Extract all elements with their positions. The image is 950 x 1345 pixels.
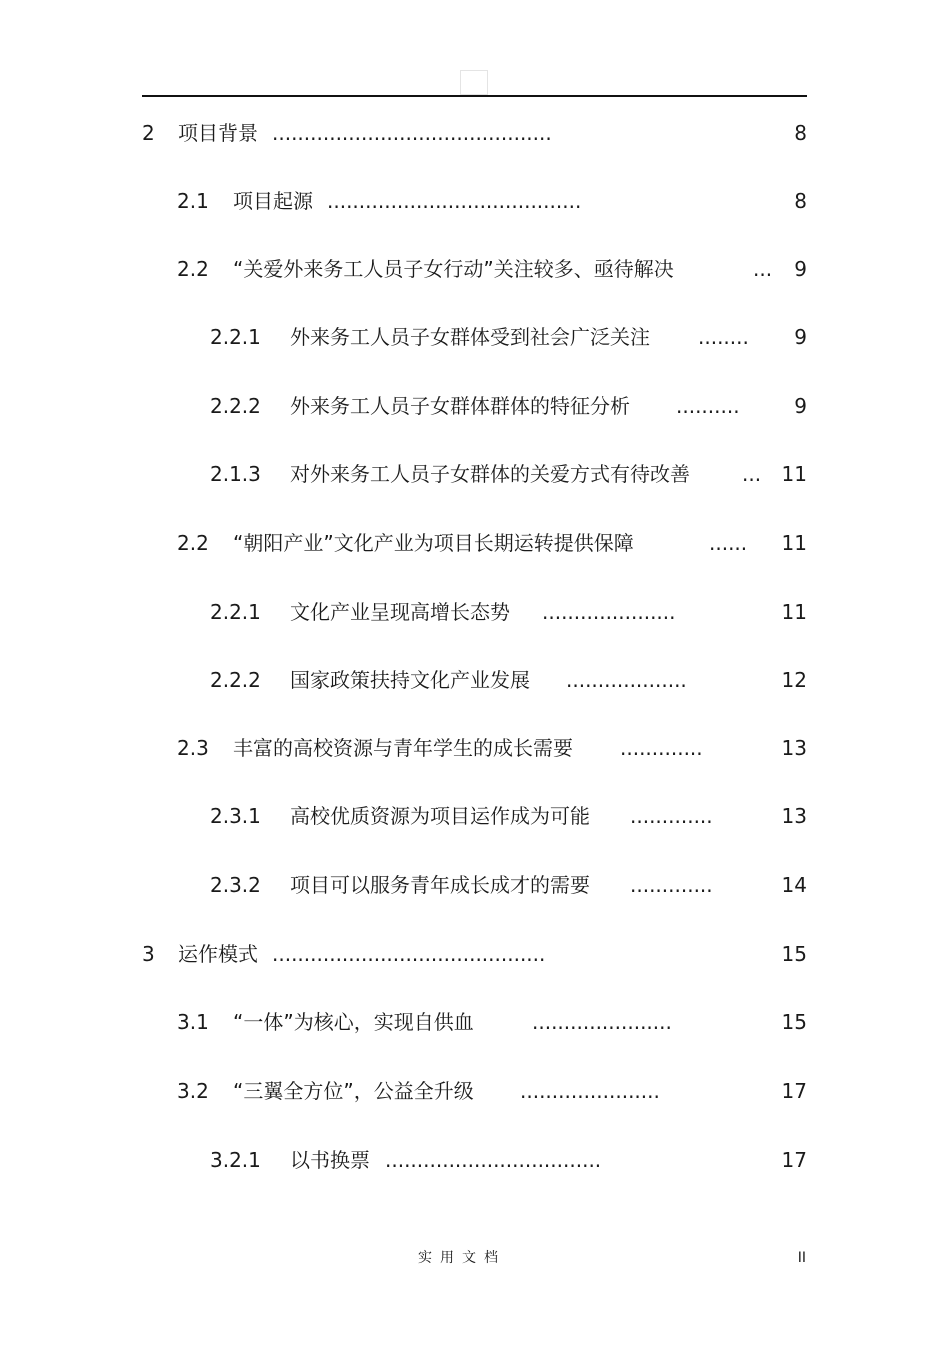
toc-entry-2-3-1[interactable] (210, 801, 807, 831)
toc-page-number: 9 (794, 325, 807, 349)
toc-page-number: 11 (781, 531, 807, 555)
toc-page-number: 13 (781, 736, 807, 760)
toc-title: 高校优质资源为项目运作成为可能 (290, 804, 590, 828)
toc-number: 2.2.1 (210, 600, 261, 624)
toc-title: 外来务工人员子女群体群体的特征分析 (290, 394, 630, 418)
toc-entry-2-1-3[interactable] (210, 459, 807, 489)
toc-entry-2-2-b[interactable] (177, 528, 807, 558)
toc-entry-2-2-2-a[interactable] (210, 391, 807, 421)
toc-leader-dots: ............. (630, 804, 713, 828)
toc-entry-2-2-1-a[interactable] (210, 322, 807, 352)
toc-page-number: 13 (781, 804, 807, 828)
toc-leader-dots: ........................................ (327, 189, 582, 213)
toc-page-number: 11 (781, 600, 807, 624)
toc-title: 国家政策扶持文化产业发展 (290, 668, 530, 692)
footer-page-number: II (797, 1250, 806, 1266)
toc-number: 3.2.1 (210, 1148, 261, 1172)
toc-title: 外来务工人员子女群体受到社会广泛关注 (290, 325, 650, 349)
toc-page-number: 9 (794, 394, 807, 418)
toc-leader-dots: ........................................... (272, 942, 546, 966)
toc-number: 2.2.2 (210, 668, 261, 692)
toc-title: 丰富的高校资源与青年学生的成长需要 (233, 736, 573, 760)
toc-entry-2-2-2-b[interactable] (210, 665, 807, 695)
toc-page-number: 11 (781, 462, 807, 486)
header-rule (142, 95, 807, 97)
toc-title: 以书换票 (290, 1148, 370, 1172)
toc-title: 运作模式 (178, 942, 258, 966)
toc-leader-dots: ............. (630, 873, 713, 897)
toc-page-number: 17 (781, 1079, 807, 1103)
toc-leader-dots: ............. (620, 736, 703, 760)
toc-number: 2.1.3 (210, 462, 261, 486)
toc-number: 2.2 (177, 531, 209, 555)
toc-page-number: 14 (781, 873, 807, 897)
toc-leader-dots: .......... (676, 394, 740, 418)
toc-page-number: 15 (781, 1010, 807, 1034)
toc-number: 3.2 (177, 1079, 209, 1103)
toc-page-number: 8 (794, 189, 807, 213)
toc-title: 文化产业呈现高增长态势 (290, 600, 510, 624)
toc-leader-dots: ...................... (520, 1079, 660, 1103)
toc-number: 2.3.2 (210, 873, 261, 897)
toc-leader-dots: ...... (709, 531, 748, 555)
toc-number: 3 (142, 942, 155, 966)
toc-leader-dots: .................................. (385, 1148, 602, 1172)
toc-leader-dots: ..................... (542, 600, 676, 624)
toc-page-number: 8 (794, 121, 807, 145)
toc-title: 项目可以服务青年成长成才的需要 (290, 873, 590, 897)
toc-number: 2 (142, 121, 155, 145)
toc-number: 2.2 (177, 257, 209, 281)
toc-title: 项目背景 (178, 121, 258, 145)
toc-title: “三翼全方位”，公益全升级 (233, 1079, 474, 1103)
toc-title: 对外来务工人员子女群体的关爱方式有待改善 (290, 462, 690, 486)
toc-page-number: 17 (781, 1148, 807, 1172)
footer-text: 实用文档 (418, 1250, 506, 1266)
toc-title: “一体”为核心，实现自供血 (233, 1010, 474, 1034)
toc-entry-3-1[interactable] (177, 1007, 807, 1037)
toc-entry-2-3-2[interactable] (210, 870, 807, 900)
toc-title: 项目起源 (233, 189, 313, 213)
toc-entry-2[interactable] (142, 118, 807, 148)
toc-number: 3.1 (177, 1010, 209, 1034)
toc-page-number: 12 (781, 668, 807, 692)
toc-entry-2-1[interactable] (177, 186, 807, 216)
toc-page-number: 9 (794, 257, 807, 281)
toc-title: “关爱外来务工人员子女行动”关注较多、亟待解决 (233, 257, 674, 281)
toc-leader-dots: ... (742, 462, 762, 486)
toc-leader-dots: ... (753, 257, 773, 281)
toc-entry-3-2[interactable] (177, 1076, 807, 1106)
toc-number: 2.3.1 (210, 804, 261, 828)
toc-entry-2-3[interactable] (177, 733, 807, 763)
toc-number: 2.3 (177, 736, 209, 760)
toc-number: 2.2.2 (210, 394, 261, 418)
toc-number: 2.1 (177, 189, 209, 213)
toc-entry-2-2-a[interactable] (177, 254, 807, 284)
toc-leader-dots: ...................... (532, 1010, 672, 1034)
toc-page-number: 15 (781, 942, 807, 966)
toc-title: “朝阳产业”文化产业为项目长期运转提供保障 (233, 531, 634, 555)
toc-leader-dots: ............................................ (272, 121, 552, 145)
toc-entry-3[interactable] (142, 939, 807, 969)
header-placeholder-box (460, 70, 488, 95)
toc-leader-dots: ........ (698, 325, 749, 349)
toc-leader-dots: ................... (566, 668, 687, 692)
toc-entry-3-2-1[interactable] (210, 1145, 807, 1175)
toc-entry-2-2-1-b[interactable] (210, 597, 807, 627)
toc-number: 2.2.1 (210, 325, 261, 349)
